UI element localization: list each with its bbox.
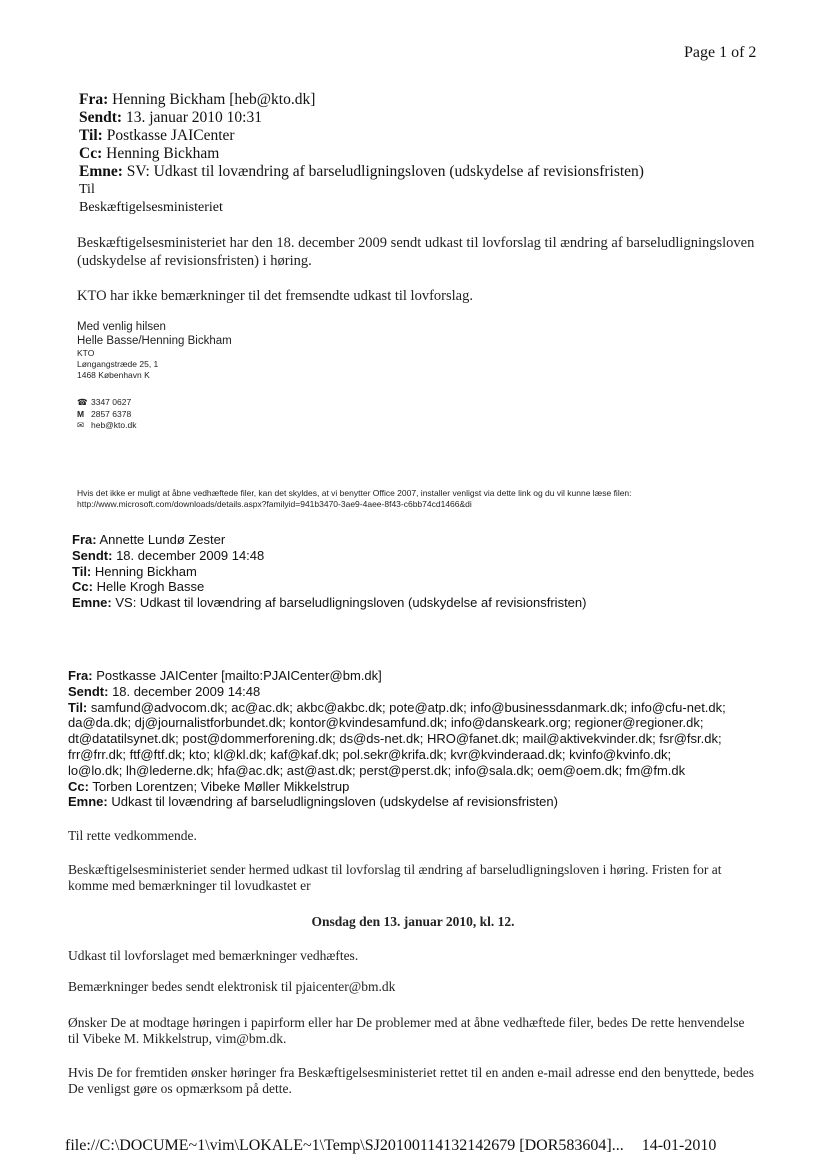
subject-row <box>79 163 644 181</box>
sent-value: 18. december 2009 14:48 <box>116 547 265 563</box>
cc-row <box>72 579 586 595</box>
sent-value: 13. januar 2010 10:31 <box>125 109 262 126</box>
sent-row <box>72 548 586 564</box>
signature-street: Løngangstræde 25, 1 <box>77 359 159 369</box>
subject-label: Emne: <box>79 163 123 180</box>
to-row <box>68 700 726 716</box>
signature-names: Helle Basse/Henning Bickham <box>77 335 232 347</box>
future-hearings-paragraph: Hvis De for fremtiden ønsker høringer fra Beskæftigelsesministeriet rettet til en anden e-mail adresse end den benyttede, bedes De venligst gøre os opmærksom på dette. <box>68 1065 755 1096</box>
subject-value: VS: Udkast til lovændring af barseludligningsloven (udskydelse af revisionsfristen) <box>115 595 587 611</box>
envelope-icon: ✉ <box>77 420 85 430</box>
mobile-row <box>77 409 137 421</box>
cc-row <box>79 145 644 163</box>
email-link[interactable]: heb@kto.dk <box>91 420 137 430</box>
reply-email-header <box>79 91 644 217</box>
mobile-label: M <box>77 408 85 419</box>
page-number: Page 1 of 2 <box>684 44 757 61</box>
cc-label: Cc: <box>72 579 93 595</box>
reply-paragraph-1: Beskæftigelsesministeriet har den 18. december 2009 sendt udkast til lovforslag til ændring af barseludligningsloven (udskydelse af revisionsfristen) i høring. <box>77 235 755 269</box>
file-path: file://C:\DOCUME~1\vim\LOKALE~1\Temp\SJ20100114132142679 [DOR583604]... <box>65 1137 624 1154</box>
subject-row <box>68 794 726 810</box>
from-label: Fra: <box>68 668 93 683</box>
original-email-body <box>68 828 758 1097</box>
sent-label: Sendt: <box>68 683 109 699</box>
to-row <box>72 564 586 580</box>
from-label: Fra: <box>79 91 109 108</box>
recipient-ministry: Beskæftigelsesministeriet <box>79 200 223 215</box>
phone-row <box>77 397 137 409</box>
from-value: Postkasse JAICenter [mailto:PJAICenter@bm.dk] <box>96 668 382 683</box>
subject-value: SV: Udkast til lovændring af barseludligningsloven (udskydelse af revisionsfristen) <box>126 163 644 180</box>
subject-label: Emne: <box>68 794 108 810</box>
sent-row <box>68 684 726 700</box>
to-line-5: lo@lo.dk; lh@lederne.dk; hfa@ac.dk; ast@ast.dk; perst@perst.dk; info@sala.dk; oem@oem.dk; fm@fm.dk <box>68 762 686 778</box>
subject-label: Emne: <box>72 595 112 611</box>
phone-number: 3347 0627 <box>91 397 132 407</box>
cc-value: Torben Lorentzen; Vibeke Møller Mikkelstrup <box>92 778 350 794</box>
print-footer <box>65 1137 716 1155</box>
cc-value: Helle Krogh Basse <box>96 579 205 595</box>
from-row <box>68 668 726 684</box>
salutation: Til rette vedkommende. <box>68 828 197 843</box>
from-value: Annette Lundø Zester <box>99 532 226 547</box>
recipient-line: Til <box>79 182 95 197</box>
deadline: Onsdag den 13. januar 2010, kl. 12. <box>311 914 515 929</box>
from-value: Henning Bickham [heb@kto.dk] <box>112 91 316 108</box>
signature-city: 1468 København K <box>77 370 150 380</box>
to-row <box>79 127 644 145</box>
signature-greeting: Med venlig hilsen <box>77 321 166 333</box>
email-row <box>77 420 137 432</box>
to-line-4: frr@frr.dk; ftf@ftf.dk; kto; kl@kl.dk; kaf@kaf.dk; pol.sekr@krifa.dk; kvr@kvinderaad.dk; kvinfo@kvinfo.dk; <box>68 746 672 762</box>
to-label: Til: <box>72 563 92 579</box>
to-line-2: da@da.dk; dj@journalistforbundet.dk; kontor@kvindesamfund.dk; info@danskeark.org; regioner@regioner.dk; <box>68 715 704 731</box>
print-date: 14-01-2010 <box>641 1137 717 1154</box>
attachment-note: Udkast til lovforslaget med bemærkninger vedhæftes. <box>68 948 359 963</box>
subject-row <box>72 595 586 611</box>
sent-value: 18. december 2009 14:48 <box>112 683 261 699</box>
attachment-notice: Hvis det ikke er muligt at åbne vedhæftede filer, kan det skyldes, at vi benytter Office 2007, installer venligst via dette link og du vil kunne læse filen: http://www.microsoft.com/downloads/details.aspx?familyid=941b3470-3ae9-4aee-8f43-c6bb74cd1466&di <box>77 488 632 509</box>
to-label: Til: <box>68 699 88 715</box>
from-row <box>79 91 644 109</box>
sent-label: Sendt: <box>79 109 123 126</box>
to-line-1: samfund@advocom.dk; ac@ac.dk; akbc@akbc.dk; pote@atp.dk; info@businessdanmark.dk; info@cfu-net.dk; <box>90 699 726 715</box>
hearing-paragraph: Beskæftigelsesministeriet sender hermed udkast til lovforslag til ændring af barseludligningsloven i høring. Fristen for at komme med bemærkninger til lovudkastet er <box>68 862 722 893</box>
send-to-note: Bemærkninger bedes sendt elektronisk til pjaicenter@bm.dk <box>68 979 396 994</box>
to-line-3: dt@datatilsynet.dk; post@dommerforening.dk; ds@ds-net.dk; HRO@fanet.dk; mail@aktivekvinder.dk; fsr@fsr.dk; <box>68 731 722 747</box>
contact-block <box>77 397 137 432</box>
from-label: Fra: <box>72 532 97 547</box>
forward-email-header <box>72 532 586 611</box>
cc-row <box>68 779 726 795</box>
from-row <box>72 532 586 548</box>
cc-label: Cc: <box>68 778 89 794</box>
to-label: Til: <box>79 127 103 144</box>
subject-value: Udkast til lovændring af barseludligningsloven (udskydelse af revisionsfristen) <box>111 794 558 810</box>
cc-value: Henning Bickham <box>106 145 220 162</box>
to-value: Postkasse JAICenter <box>106 127 235 144</box>
reply-paragraph-2: KTO har ikke bemærkninger til det fremsendte udkast til lovforslag. <box>77 288 473 304</box>
to-value: Henning Bickham <box>94 563 197 579</box>
cc-label: Cc: <box>79 145 103 162</box>
mobile-number: 2857 6378 <box>91 408 132 419</box>
sent-row <box>79 109 644 127</box>
paper-copy-paragraph: Ønsker De at modtage høringen i papirform eller har De problemer med at åbne vedhæftede filer, bedes De rette henvendelse til Vibeke M. Mikkelstrup, vim@bm.dk. <box>68 1015 745 1046</box>
sent-label: Sendt: <box>72 547 113 563</box>
phone-icon: ☎ <box>77 397 88 407</box>
signature-block <box>77 320 232 381</box>
original-email-header <box>68 668 726 810</box>
signature-org: KTO <box>77 348 95 358</box>
